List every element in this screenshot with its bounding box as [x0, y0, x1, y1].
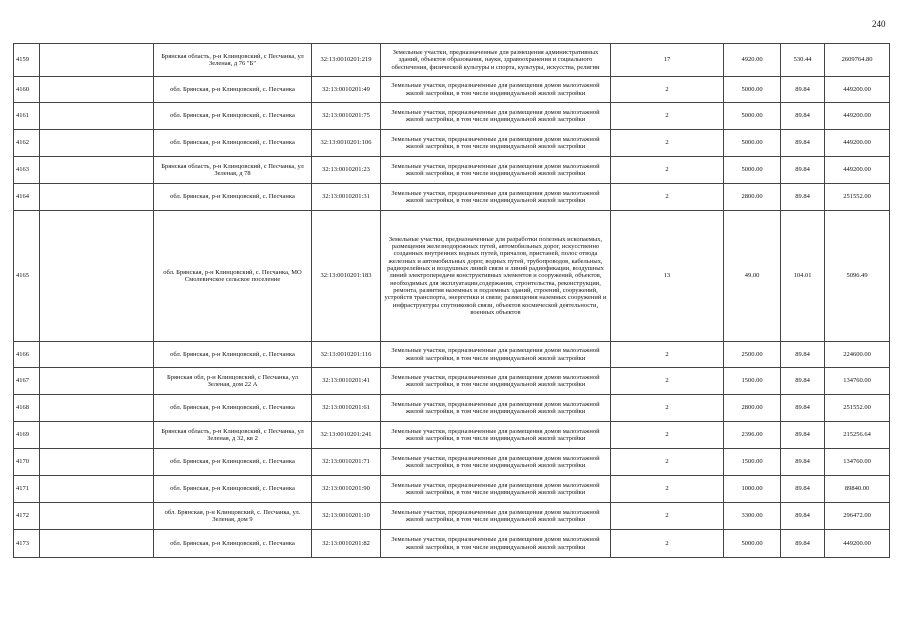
cell-empty: [40, 184, 154, 211]
cell-permitted-use: Земельные участки, предназначенные для размещения домов малоэтажной жилой застройки, в том числе индивидуальной жилой застройки: [381, 103, 611, 130]
cell-unit-value: 89.84: [781, 530, 825, 558]
cell-empty: [40, 449, 154, 476]
cell-area: 1500.00: [724, 368, 781, 395]
cell-use-group: 2: [611, 157, 724, 184]
cell-use-group: 2: [611, 103, 724, 130]
cell-cadastral-number: 32:13:0010201:241: [312, 422, 381, 449]
cell-permitted-use: Земельные участки, предназначенные для размещения домов малоэтажной жилой застройки, в том числе индивидуальной жилой застройки: [381, 184, 611, 211]
cell-area: 5000.00: [724, 103, 781, 130]
cell-cadastral-number: 32:13:0010201:219: [312, 44, 381, 77]
cell-unit-value: 89.84: [781, 449, 825, 476]
cell-use-group: 2: [611, 130, 724, 157]
cell-cadastral-value: 449200.00: [825, 530, 890, 558]
cell-cadastral-number: 32:13:0010201:41: [312, 368, 381, 395]
cell-area: 1500.00: [724, 449, 781, 476]
cell-unit-value: 89.84: [781, 368, 825, 395]
table-row: [14, 184, 890, 211]
cell-use-group: 2: [611, 342, 724, 368]
table-row: [14, 211, 890, 342]
cell-row-number: 4161: [14, 103, 40, 130]
table-row: [14, 103, 890, 130]
cell-empty: [40, 157, 154, 184]
cell-area: 49.00: [724, 211, 781, 342]
cell-cadastral-number: 32:13:0010201:82: [312, 530, 381, 558]
table-row: [14, 449, 890, 476]
cell-cadastral-value: 449200.00: [825, 157, 890, 184]
cell-cadastral-value: 134760.00: [825, 449, 890, 476]
cell-permitted-use: Земельные участки, предназначенные для размещения домов малоэтажной жилой застройки, в том числе индивидуальной жилой застройки: [381, 422, 611, 449]
cell-cadastral-value: 296472.00: [825, 503, 890, 530]
cell-empty: [40, 395, 154, 422]
cell-row-number: 4168: [14, 395, 40, 422]
table-row: [14, 77, 890, 103]
cell-address: обл. Брянская, р-н Клинцовский, с. Песчанка: [154, 449, 312, 476]
cell-unit-value: 89.84: [781, 342, 825, 368]
cell-area: 5000.00: [724, 130, 781, 157]
cell-cadastral-number: 32:13:0010201:31: [312, 184, 381, 211]
cell-cadastral-value: 2609764.80: [825, 44, 890, 77]
cell-permitted-use: Земельные участки, предназначенные для размещения домов малоэтажной жилой застройки, в том числе индивидуальной жилой застройки: [381, 503, 611, 530]
cell-area: 1000.00: [724, 476, 781, 503]
cell-address: обл. Брянская, р-н Клинцовский, с. Песчанка: [154, 395, 312, 422]
cell-permitted-use: Земельные участки, предназначенные для размещения домов малоэтажной жилой застройки, в том числе индивидуальной жилой застройки: [381, 342, 611, 368]
cell-unit-value: 530.44: [781, 44, 825, 77]
cell-row-number: 4171: [14, 476, 40, 503]
cell-use-group: 2: [611, 503, 724, 530]
cell-permitted-use: Земельные участки, предназначенные для размещения административных зданий, объектов образования, науки, здравоохранения и социального обеспечения, физической культуры и спорта, культуры, искусства, религии: [381, 44, 611, 77]
cell-row-number: 4169: [14, 422, 40, 449]
cell-unit-value: 89.84: [781, 395, 825, 422]
cell-row-number: 4170: [14, 449, 40, 476]
cell-address: обл. Брянская, р-н Клинцовский, с. Песчанка, МО Смолевичское сельское поселение: [154, 211, 312, 342]
cell-use-group: 2: [611, 368, 724, 395]
cell-cadastral-number: 32:13:0010201:116: [312, 342, 381, 368]
cell-row-number: 4160: [14, 77, 40, 103]
cell-area: 5000.00: [724, 530, 781, 558]
cell-cadastral-number: 32:13:0010201:90: [312, 476, 381, 503]
cell-row-number: 4164: [14, 184, 40, 211]
cell-row-number: 4166: [14, 342, 40, 368]
cell-permitted-use: Земельные участки, предназначенные для размещения домов малоэтажной жилой застройки, в том числе индивидуальной жилой застройки: [381, 449, 611, 476]
table-row: [14, 130, 890, 157]
table-row: [14, 503, 890, 530]
cell-cadastral-value: 224600.00: [825, 342, 890, 368]
cell-cadastral-number: 32:13:0010201:61: [312, 395, 381, 422]
cell-use-group: 2: [611, 449, 724, 476]
table-body: [14, 44, 890, 558]
cell-cadastral-value: 251552.00: [825, 184, 890, 211]
cell-empty: [40, 476, 154, 503]
cell-area: 5000.00: [724, 77, 781, 103]
cell-empty: [40, 503, 154, 530]
cell-cadastral-number: 32:13:0010201:106: [312, 130, 381, 157]
page-number: 240: [872, 19, 886, 29]
cell-cadastral-value: 251552.00: [825, 395, 890, 422]
cell-use-group: 17: [611, 44, 724, 77]
cell-cadastral-value: 134760.00: [825, 368, 890, 395]
cell-use-group: 2: [611, 184, 724, 211]
cell-address: Брянская область, р-н Клинцовский, с Песчанка, ул Зеленая, д 32, кв 2: [154, 422, 312, 449]
cell-permitted-use: Земельные участки, предназначенные для размещения домов малоэтажной жилой застройки, в том числе индивидуальной жилой застройки: [381, 530, 611, 558]
cell-unit-value: 89.84: [781, 422, 825, 449]
cell-row-number: 4165: [14, 211, 40, 342]
cell-address: обл. Брянская, р-н Клинцовский, с. Песчанка: [154, 530, 312, 558]
cell-row-number: 4159: [14, 44, 40, 77]
table-row: [14, 157, 890, 184]
cell-empty: [40, 211, 154, 342]
cell-empty: [40, 130, 154, 157]
cell-empty: [40, 422, 154, 449]
cell-empty: [40, 342, 154, 368]
cell-use-group: 2: [611, 530, 724, 558]
cell-use-group: 13: [611, 211, 724, 342]
cell-unit-value: 89.84: [781, 77, 825, 103]
cell-row-number: 4163: [14, 157, 40, 184]
table-row: [14, 368, 890, 395]
cell-permitted-use: Земельные участки, предназначенные для размещения домов малоэтажной жилой застройки, в том числе индивидуальной жилой застройки: [381, 395, 611, 422]
cell-cadastral-number: 32:13:0010201:75: [312, 103, 381, 130]
cell-empty: [40, 368, 154, 395]
cell-use-group: 2: [611, 395, 724, 422]
table-row: [14, 395, 890, 422]
cell-permitted-use: Земельные участки, предназначенные для размещения домов малоэтажной жилой застройки, в том числе индивидуальной жилой застройки: [381, 476, 611, 503]
cell-address: обл. Брянская, р-н Клинцовский, с. Песчанка: [154, 77, 312, 103]
cell-cadastral-value: 215256.64: [825, 422, 890, 449]
cell-area: 3300.00: [724, 503, 781, 530]
cell-area: 5000.00: [724, 157, 781, 184]
cell-area: 4920.00: [724, 44, 781, 77]
cell-empty: [40, 530, 154, 558]
cell-permitted-use: Земельные участки, предназначенные для размещения домов малоэтажной жилой застройки, в том числе индивидуальной жилой застройки: [381, 368, 611, 395]
cell-empty: [40, 44, 154, 77]
cell-address: Брянская обл, р-н Клинцовский, с Песчанка, ул Зеленая, дом 22 А: [154, 368, 312, 395]
cell-cadastral-value: 89840.00: [825, 476, 890, 503]
table-row: [14, 422, 890, 449]
cell-cadastral-value: 449200.00: [825, 77, 890, 103]
cell-cadastral-number: 32:13:0010201:10: [312, 503, 381, 530]
cell-cadastral-number: 32:13:0010201:71: [312, 449, 381, 476]
cell-cadastral-number: 32:13:0010201:183: [312, 211, 381, 342]
land-registry-table: [13, 43, 890, 558]
cell-permitted-use: Земельные участки, предназначенные для разработки полезных ископаемых, размещения железнодорожных путей, автомобильных дорог, искусственно созданных внутренних водных путей, причалов, пристаней, полос отвода железных и автомобильных дорог, водных путей, трубопроводов, кабельных, радиорелейных и воздушных линий связи и линий радиофикации, воздушных линий электропередачи конструктивных элементов и сооружений, объектов, необходимых для эксплуатации,содержания, строительства, реконструкции, ремонта, развития наземных и подземных зданий, строений, сооружений, устройств транспорта, энергетики и связи; размещения наземных сооружений и инфраструктуры спутниковой связи, объектов космической деятельности, военных объектов: [381, 211, 611, 342]
cell-area: 2396.00: [724, 422, 781, 449]
cell-address: обл. Брянская, р-н Клинцовский, с. Песчанка: [154, 342, 312, 368]
cell-empty: [40, 77, 154, 103]
cell-cadastral-number: 32:13:0010201:23: [312, 157, 381, 184]
cell-address: обл. Брянская, р-н Клинцовский, с. Песчанка: [154, 130, 312, 157]
cell-area: 2500.00: [724, 342, 781, 368]
cell-area: 2800.00: [724, 184, 781, 211]
table-row: [14, 44, 890, 77]
cell-address: обл. Брянская, р-н Клинцовский, с. Песчанка: [154, 476, 312, 503]
table-row: [14, 530, 890, 558]
cell-cadastral-value: 449200.00: [825, 103, 890, 130]
cell-row-number: 4173: [14, 530, 40, 558]
cell-use-group: 2: [611, 77, 724, 103]
cell-unit-value: 89.84: [781, 103, 825, 130]
cell-row-number: 4172: [14, 503, 40, 530]
cell-unit-value: 104.01: [781, 211, 825, 342]
cell-cadastral-value: 449200.00: [825, 130, 890, 157]
cell-use-group: 2: [611, 476, 724, 503]
cell-unit-value: 89.84: [781, 130, 825, 157]
cell-permitted-use: Земельные участки, предназначенные для размещения домов малоэтажной жилой застройки, в том числе индивидуальной жилой застройки: [381, 77, 611, 103]
cell-unit-value: 89.84: [781, 157, 825, 184]
cell-address: Брянская область, р-н Клинцовский, с Песчанка, ул Зеленая, д 78: [154, 157, 312, 184]
cell-unit-value: 89.84: [781, 503, 825, 530]
cell-cadastral-number: 32:13:0010201:49: [312, 77, 381, 103]
cell-empty: [40, 103, 154, 130]
cell-permitted-use: Земельные участки, предназначенные для размещения домов малоэтажной жилой застройки, в том числе индивидуальной жилой застройки: [381, 157, 611, 184]
cell-row-number: 4162: [14, 130, 40, 157]
cell-permitted-use: Земельные участки, предназначенные для размещения домов малоэтажной жилой застройки, в том числе индивидуальной жилой застройки: [381, 130, 611, 157]
cell-use-group: 2: [611, 422, 724, 449]
cell-address: Брянская область, р-н Клинцовский, с Песчанка, ул Зеленая, д 76 "Б": [154, 44, 312, 77]
cell-address: обл. Брянская, р-н Клинцовский, с. Песчанка: [154, 103, 312, 130]
cell-unit-value: 89.84: [781, 184, 825, 211]
cell-row-number: 4167: [14, 368, 40, 395]
cell-cadastral-value: 5096.49: [825, 211, 890, 342]
cell-unit-value: 89.84: [781, 476, 825, 503]
cell-area: 2800.00: [724, 395, 781, 422]
cell-address: обл. Брянская, р-н Клинцовский, с. Песчанка: [154, 184, 312, 211]
table-row: [14, 476, 890, 503]
cell-address: обл. Брянская, р-н Клинцовский, с. Песчанка, ул. Зеленая, дом 9: [154, 503, 312, 530]
table-row: [14, 342, 890, 368]
